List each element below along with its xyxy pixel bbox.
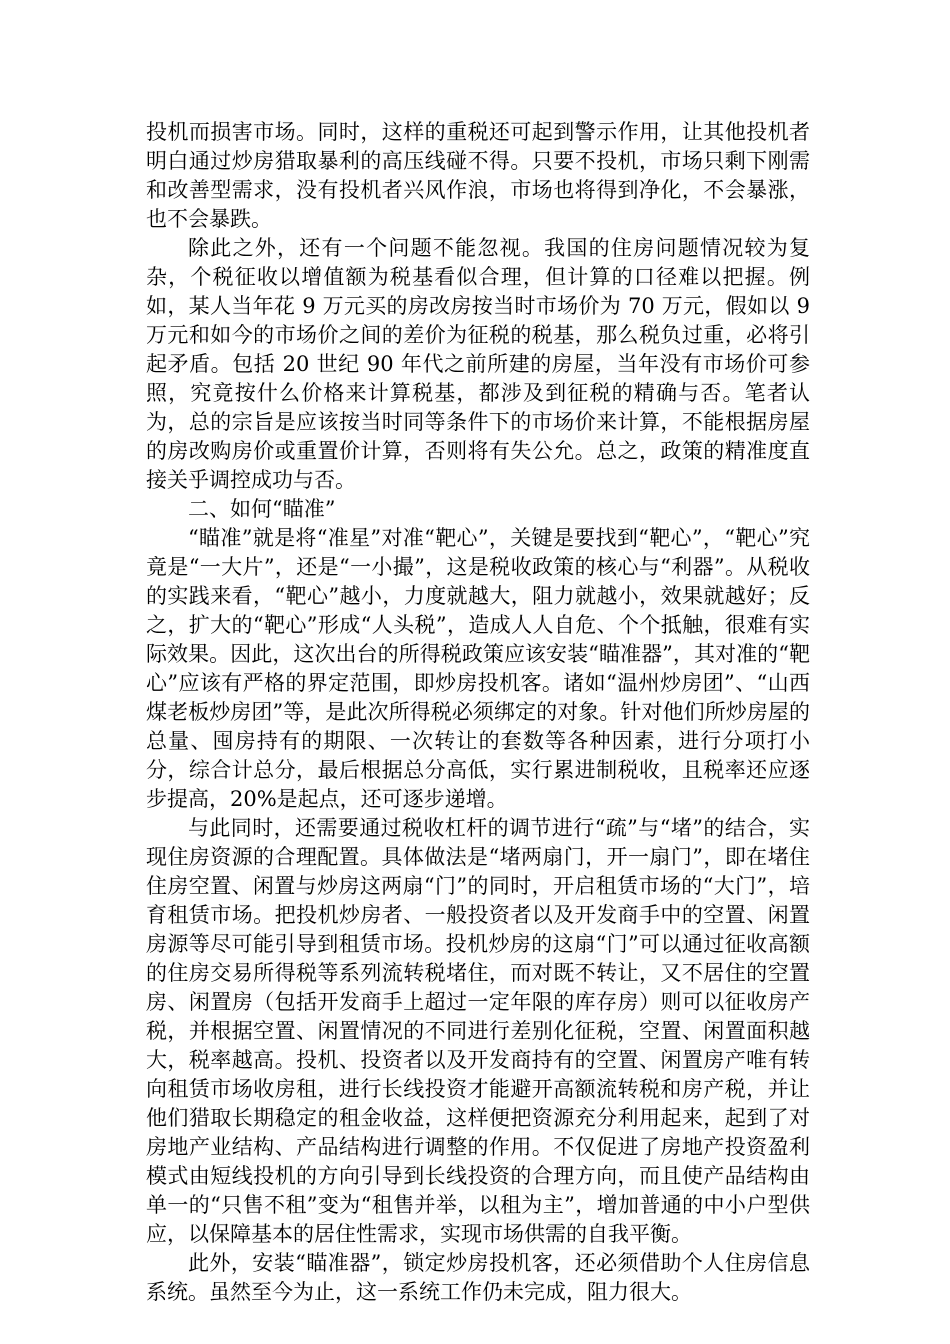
paragraph: 投机而损害市场。同时，这样的重税还可起到警示作用，让其他投机者明白通过炒房猎取暴利的高压线碰不得。只要不投机，市场只剩下刚需和改善型需求，没有投机者兴风作浪，市场也将得到净化，不会暴涨，也不会暴跌。 bbox=[146, 120, 810, 231]
section-heading: 二、如何“瞄准” bbox=[188, 497, 336, 521]
document-body bbox=[146, 118, 810, 1307]
paragraph: 与此同时，还需要通过税收杠杆的调节进行“疏”与“堵”的结合，实现住房资源的合理配置。具体做法是“堵两扇门，开一扇门”，即在堵住住房空置、闲置与炒房这两扇“门”的同时，开启租赁市场的“大门”，培育租赁市场。把投机炒房者、一般投资者以及开发商手中的空置、闲置房源等尽可能引导到租赁市场。投机炒房的这扇“门”可以通过征收高额的住房交易所得税等系列流转税堵住，而对既不转让，又不居住的空置房、闲置房（包括开发商手上超过一定年限的库存房）则可以征收房产税，并根据空置、闲置情况的不同进行差别化征税，空置、闲置面积越大，税率越高。投机、投资者以及开发商持有的空置、闲置房产唯有转向租赁市场收房租，进行长线投资才能避开高额流转税和房产税，并让他们猎取长期稳定的租金收益，这样便把资源充分利用起来，起到了对房地产业结构、产品结构进行调整的作用。不仅促进了房地产投资盈利模式由短线投机的方向引导到长线投资的合理方向，而且使产品结构由单一的“只售不租”变为“租售并举，以租为主”，增加普通的中小户型供应，以保障基本的居住性需求，实现市场供需的自我平衡。 bbox=[146, 816, 810, 1246]
paragraph: 除此之外，还有一个问题不能忽视。我国的住房问题情况较为复杂，个税征收以增值额为税基看似合理，但计算的口径难以把握。例如，某人当年花 9 万元买的房改房按当时市场价为 70 万元，假如以 9 万元和如今的市场价之间的差价为征税的税基，那么税负过重，必将引起矛盾。包括 20 世纪 90 年代之前所建的房屋，当年没有市场价可参照，究竟按什么价格来计算税基，都涉及到征税的精确与否。笔者认为，总的宗旨是应该按当时同等条件下的市场价来计算，不能根据房屋的房改购房价或重置价计算，否则将有失公允。总之，政策的精准度直接关乎调控成功与否。 bbox=[146, 236, 810, 492]
paragraph: “瞄准”就是将“准星”对准“靶心”，关键是要找到“靶心”，“靶心”究竟是“一大片”，还是“一小撮”，这是税收政策的核心与“利器”。从税收的实践来看，“靶心”越小，力度就越大，阻力就越小，效果就越好；反之，扩大的“靶心”形成“人头税”，造成人人自危、个个抵触，很难有实际效果。因此，这次出台的所得税政策应该安装“瞄准器”，其对准的“靶心”应该有严格的界定范围，即炒房投机客。诸如“温州炒房团”、“山西煤老板炒房团”等，是此次所得税必须绑定的对象。针对他们所炒房屋的总量、囤房持有的期限、一次转让的套数等各种因素，进行分项打小分，综合计总分，最后根据总分高低，实行累进制税收，且税率还应逐步提高，20%是起点，还可逐步递增。 bbox=[146, 526, 810, 811]
paragraph: 此外，安装“瞄准器”，锁定炒房投机客，还必须借助个人住房信息系统。虽然至今为止，这一系统工作仍未完成，阻力很大。 bbox=[146, 1251, 810, 1304]
